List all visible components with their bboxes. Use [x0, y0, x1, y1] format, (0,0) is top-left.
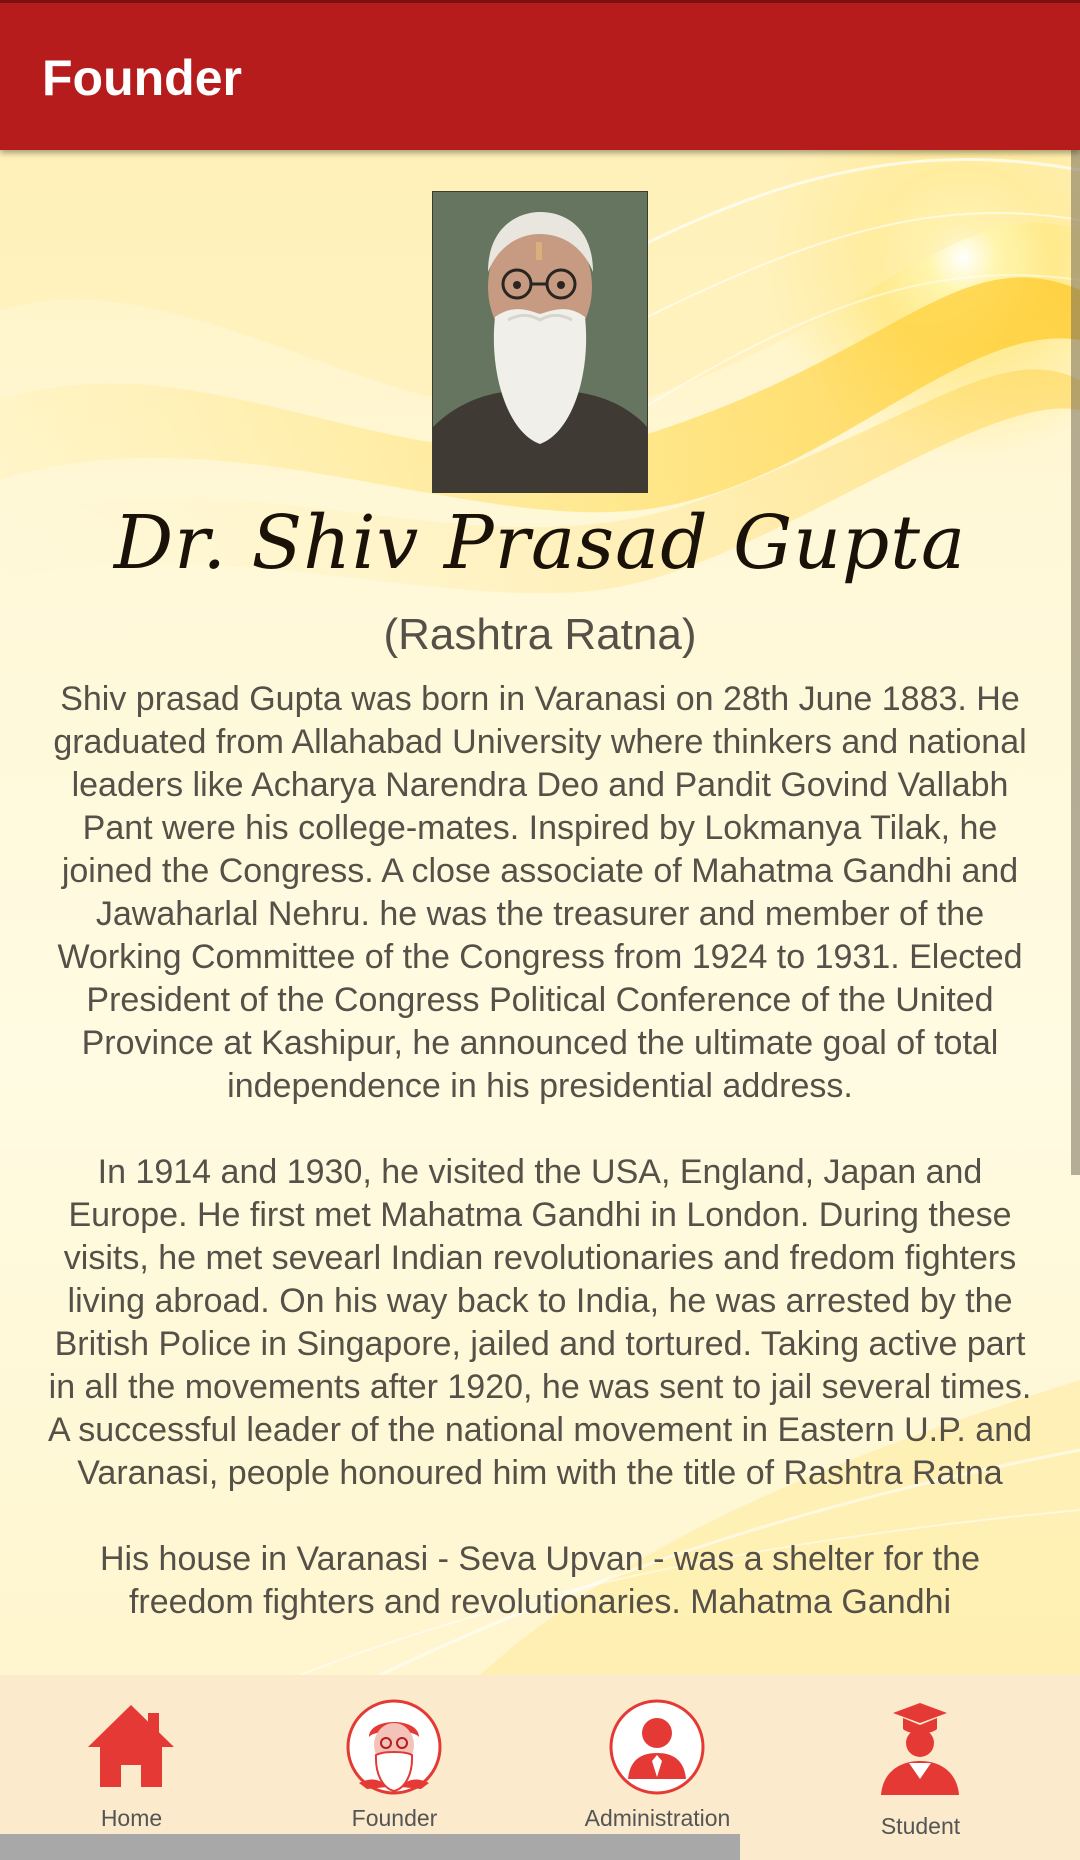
student-icon [789, 1697, 1052, 1797]
bottom-scroll-indicator [0, 1834, 740, 1860]
founder-content[interactable] [0, 150, 1080, 1675]
founder-icon [263, 1697, 526, 1797]
nav-item-founder[interactable] [263, 1675, 526, 1860]
nav-label-home: Home [100, 1805, 163, 1831]
nav-item-home[interactable] [0, 1675, 263, 1860]
bio-paragraph: Shiv prasad Gupta was born in Varanasi on 28th June 1883. He graduated from Allahabad University where thinkers and national leaders like Acharya Narendra Deo and Pandit Govind Vallabh Pant were his college-mates. Inspired by Lokmanya Tilak, he joined the Congress. A close associate of Mahatma Gandhi and Jawaharlal Nehru. he was the treasurer and member of the Working Committee of the Congress from 1924 to 1931. Elected President of the Congress Political Conference of the United Province at Kashipur, he announced the ultimate goal of total independence in his presidential address. [53, 680, 1027, 1105]
founder-biography [40, 678, 1040, 1667]
nav-item-administration[interactable] [526, 1675, 789, 1860]
administration-icon [526, 1697, 789, 1797]
bio-paragraph: In 1914 and 1930, he visited the USA, England, Japan and Europe. He first met Mahatma Gandhi in London. During these visits, he met sevearl Indian revolutionaries and fredom fighters living abroad. On his way back to India, he was arrested by the British Police in Singapore, jailed and tortured. Taking active part in all the movements after 1920, he was sent to jail several times. A successful leader of the national movement in Eastern U.P. and Varanasi, people honoured him with the title of Rashtra Ratna [47, 1153, 1033, 1492]
bio-paragraph: His house in Varanasi - Seva Upvan - was a shelter for the freedom fighters and revolutionaries. Mahatma Gandhi [99, 1540, 980, 1621]
founder-portrait [433, 192, 647, 492]
nav-label-administration: Administration [584, 1805, 731, 1831]
founder-title: (Rashtra Ratna) [383, 610, 697, 659]
nav-label-student: Student [880, 1813, 961, 1839]
home-icon [0, 1697, 263, 1797]
scrollbar[interactable] [1071, 150, 1080, 1175]
nav-item-student[interactable] [789, 1675, 1052, 1860]
app-bar [0, 0, 1080, 150]
founder-name: Dr. Shiv Prasad Gupta [113, 500, 967, 586]
bottom-navigation [0, 1675, 1080, 1860]
page-title: Founder [42, 50, 242, 106]
nav-label-founder: Founder [351, 1805, 438, 1831]
